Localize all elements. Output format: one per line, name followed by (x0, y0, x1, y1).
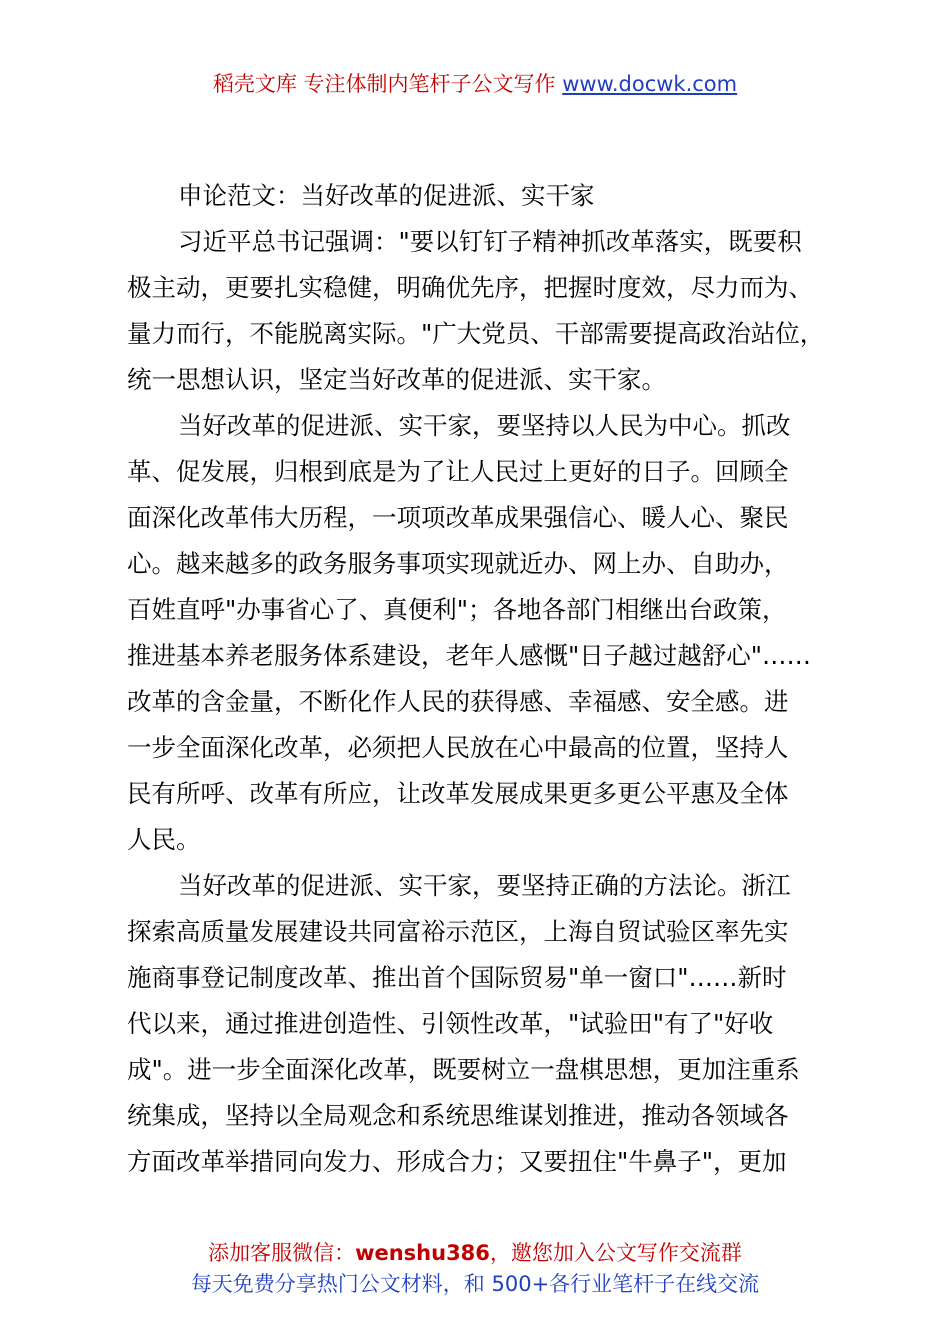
article-body (127, 173, 827, 1185)
paragraph-line: 极主动，更要扎实稳健，明确优先序，把握时度效，尽力而为、 (127, 273, 813, 302)
paragraph-line: 统一思想认识，坚定当好改革的促进派、实干家。 (127, 365, 666, 394)
paragraph-line: 当好改革的促进派、实干家，要坚持正确的方法论。浙江 (178, 871, 791, 900)
paragraph-line: 统集成，坚持以全局观念和系统思维谋划推进，推动各领域各 (127, 1101, 789, 1130)
header-site-link[interactable]: www.docwk.com (562, 72, 738, 96)
paragraph-line: 施商事登记制度改革、推出首个国际贸易"单一窗口"……新时 (127, 963, 787, 992)
footer-promo-line: 每天免费分享热门公文材料，和 500+各行业笔杆子在线交流 (190, 1272, 760, 1296)
page-header (0, 68, 950, 100)
paragraph-line: 代以来，通过推进创造性、引领性改革，"试验田"有了"好收 (127, 1009, 774, 1038)
paragraph-line: 改革的含金量，不断化作人民的获得感、幸福感、安全感。进 (127, 687, 789, 716)
paragraph-line: 革、促发展，归根到底是为了让人民过上更好的日子。回顾全 (127, 457, 789, 486)
paragraph-line: 心。越来越多的政务服务事项实现就近办、网上办、自助办， (127, 549, 789, 578)
paragraph-line: 当好改革的促进派、实干家，要坚持以人民为中心。抓改 (178, 411, 791, 440)
paragraph-line: 百姓直呼"办事省心了、真便利"；各地各部门相继出台政策， (127, 595, 787, 624)
wechat-id: wenshu386 (355, 1241, 490, 1265)
header-brand: 稻壳文库 专注体制内笔杆子公文写作 (212, 72, 556, 96)
page-footer (0, 1238, 950, 1300)
paragraph-line: 面深化改革伟大历程，一项项改革成果强信心、暖人心、聚民 (127, 503, 789, 532)
footer-contact-suffix: ，邀您加入公文写作交流群 (489, 1241, 742, 1265)
paragraph-line: 民有所呼、改革有所应，让改革发展成果更多更公平惠及全体 (127, 779, 789, 808)
paragraph-line: 成"。进一步全面深化改革，既要树立一盘棋思想，更加注重系 (127, 1055, 800, 1084)
article-title: 申论范文：当好改革的促进派、实干家 (178, 181, 595, 210)
paragraph-line: 习近平总书记强调："要以钉钉子精神抓改革落实，既要积 (178, 227, 802, 256)
paragraph-line: 一步全面深化改革，必须把人民放在心中最高的位置，坚持人 (127, 733, 789, 762)
paragraph-line: 量力而行，不能脱离实际。"广大党员、干部需要提高政治站位， (127, 319, 825, 348)
paragraph-line: 人民。 (127, 825, 201, 854)
footer-contact-prefix: 添加客服微信： (208, 1241, 356, 1265)
paragraph-line: 探索高质量发展建设共同富裕示范区，上海自贸试验区率先实 (127, 917, 789, 946)
footer-contact-line (0, 1238, 950, 1269)
paragraph-line: 方面改革举措同向发力、形成合力；又要扭住"牛鼻子"，更加 (127, 1147, 787, 1176)
paragraph-line: 推进基本养老服务体系建设，老年人感慨"日子越过越舒心"…… (127, 641, 812, 670)
